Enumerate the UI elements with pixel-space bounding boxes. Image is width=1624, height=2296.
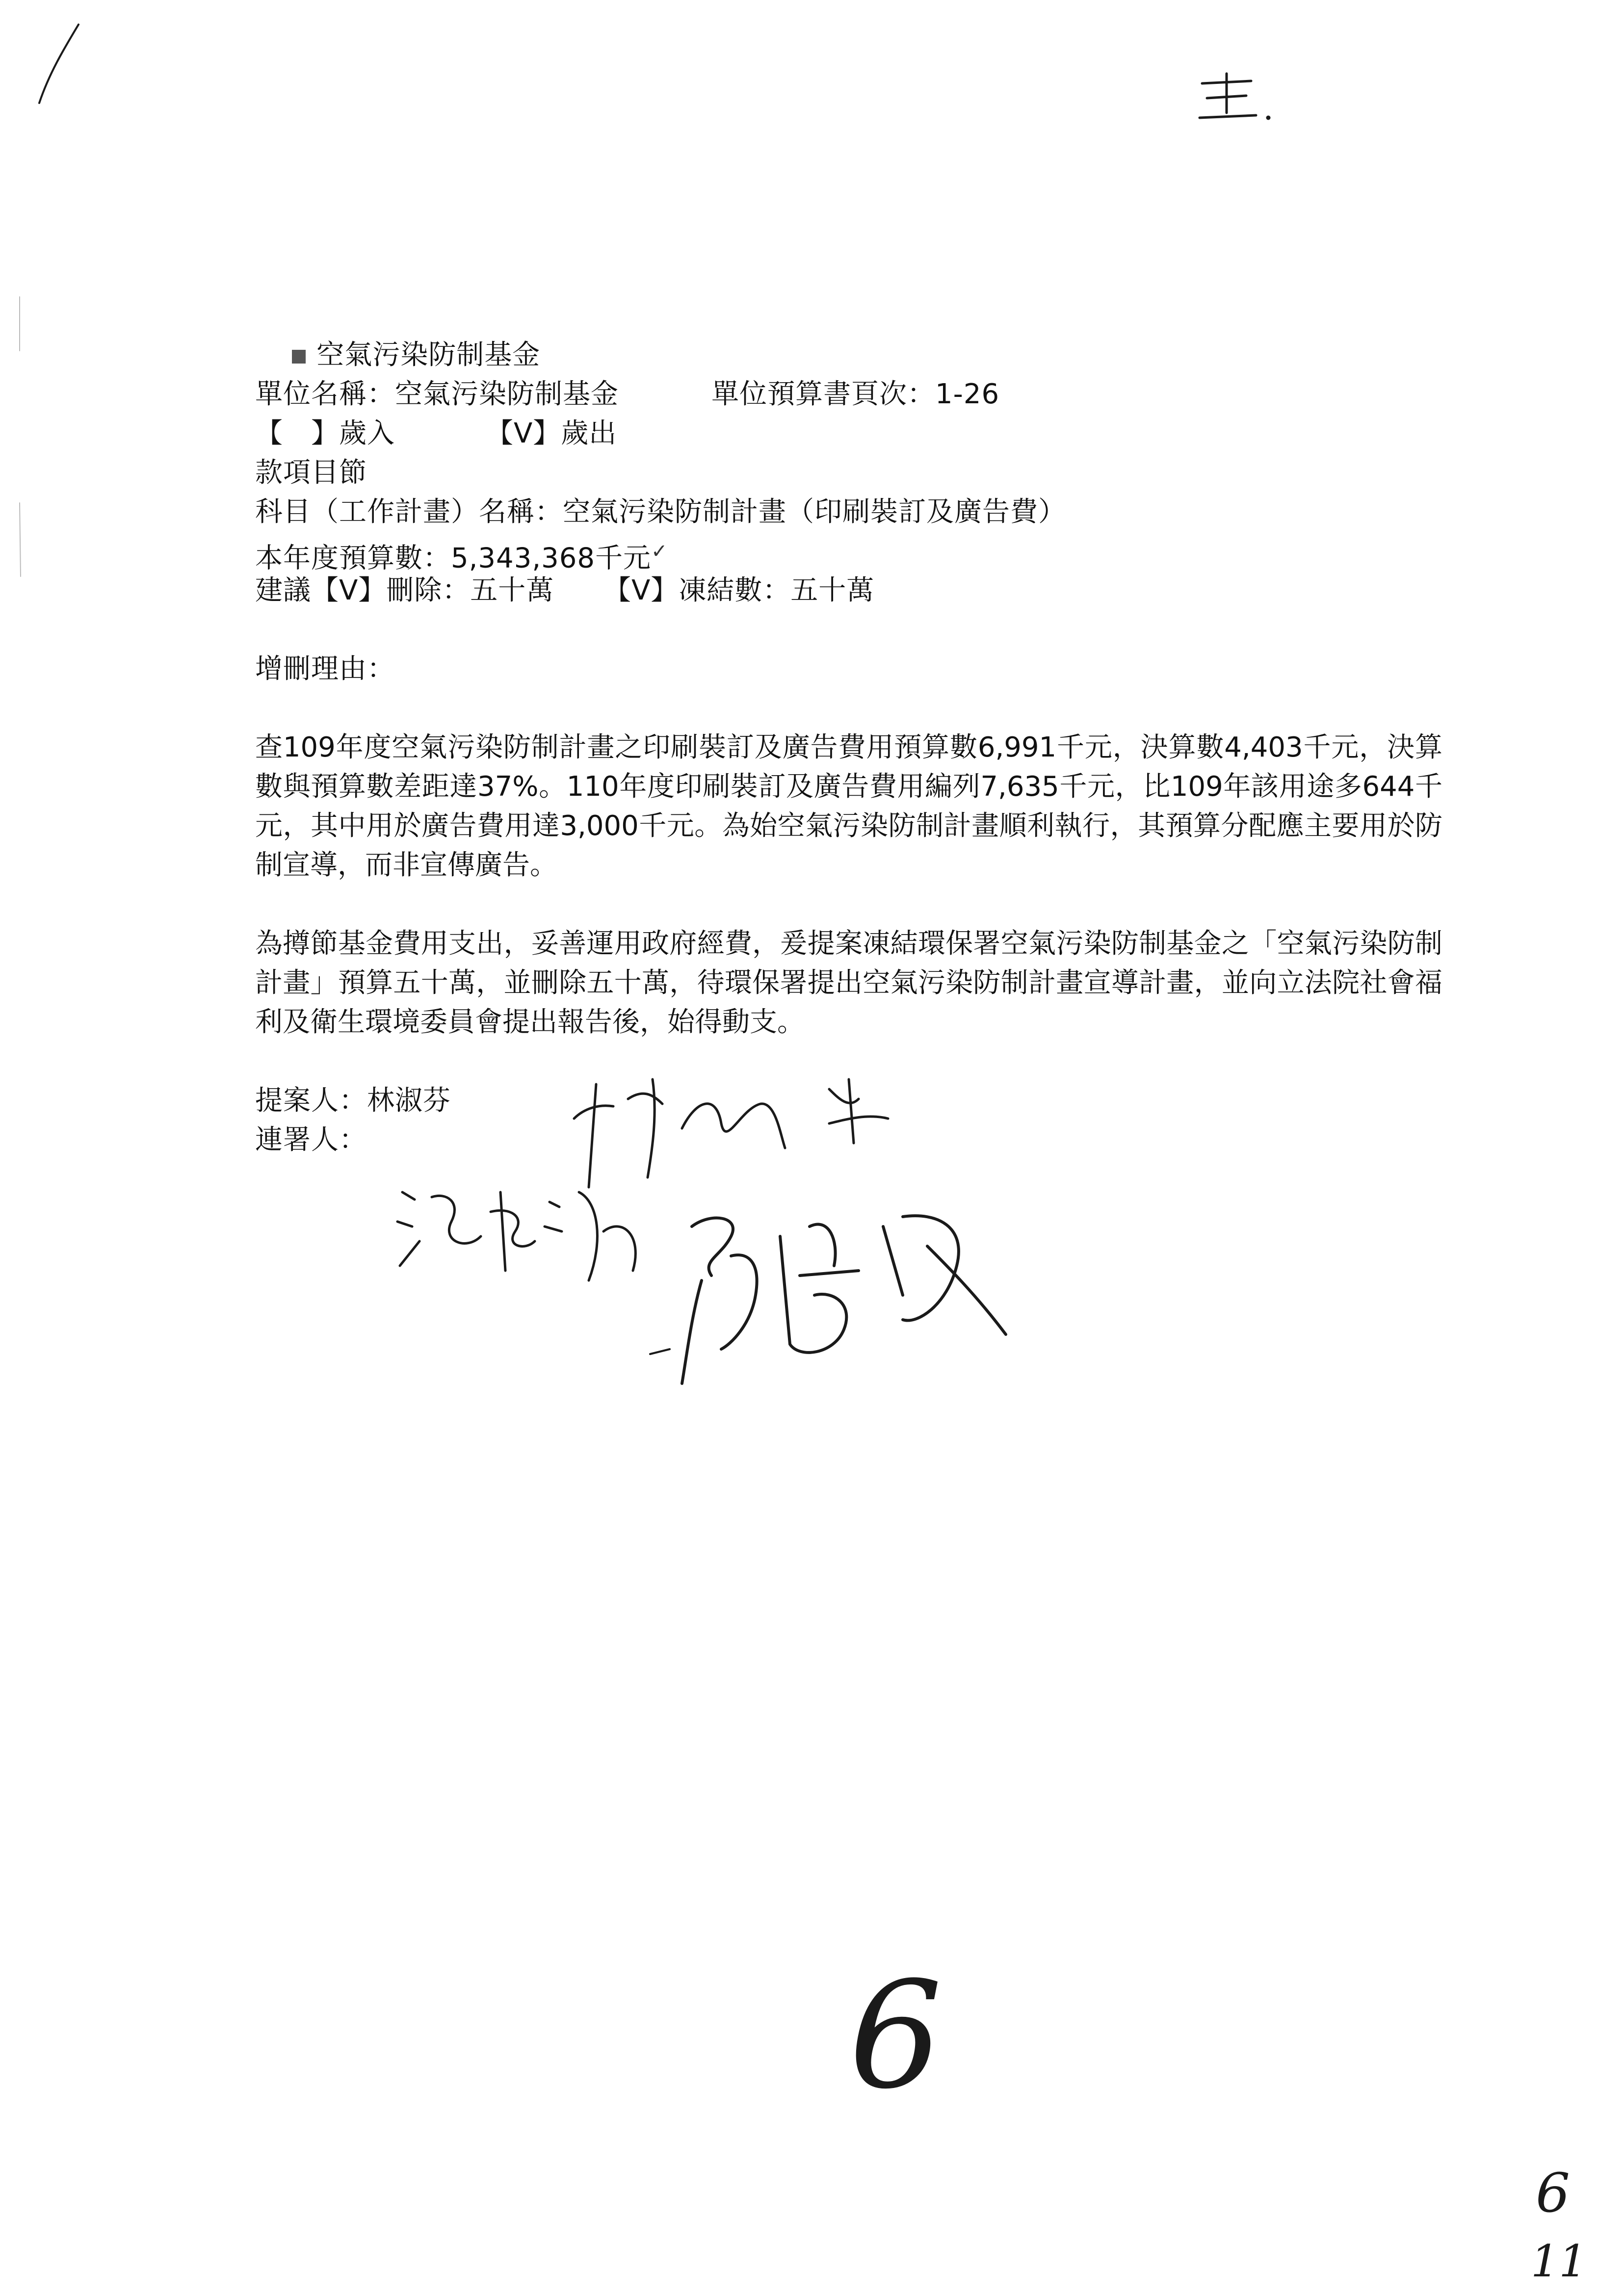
- signature-left: [393, 1173, 667, 1310]
- unit-page-line: 單位預算書頁次：1-26: [711, 378, 1000, 410]
- expense-checkbox-label: 【V】歲出: [486, 417, 617, 449]
- subject-line: 科目（工作計畫）名稱：空氣污染防制計畫（印刷裝訂及廣告費）: [255, 496, 1066, 528]
- revenue-checkbox-label: 【 】歲入: [255, 417, 395, 449]
- proposer-line: 提案人：林淑芬: [255, 1085, 451, 1117]
- cosigner-line: 連署人：: [255, 1124, 367, 1156]
- signature-dash: [648, 1344, 677, 1359]
- handwritten-page-number-small: 6: [1536, 2162, 1570, 2224]
- suggest-freeze-line: 【V】凍結數：五十萬: [603, 574, 875, 606]
- unit-name-line: 單位名稱：空氣污染防制基金: [255, 378, 619, 410]
- reason-paragraph-1: 查109年度空氣污染防制計畫之印刷裝訂及廣告費用預算數6,991千元，決算數4,403千元，決算數與預算數差距達37%。110年度印刷裝訂及廣告費用編列7,635千元，比109年該用途多644千元，其中用於廣告費用達3,000千元。為始空氣污染防制計畫順利執行，其預算分配應主要用於防制宣導，而非宣傳廣告。: [255, 731, 1442, 881]
- margin-mark-2: [15, 500, 25, 579]
- kuan-line: 款項目節: [255, 457, 367, 489]
- reason-paragraph-2: 為撙節基金費用支出，妥善運用政府經費，爰提案凍結環保署空氣污染防制基金之「空氣污染防制計畫」預算五十萬，並刪除五十萬，待環保署提出空氣污染防制計畫宣導計畫，並向立法院社會福利及衛生環境委員會提出報告後，始得動支。: [255, 928, 1442, 1038]
- handwritten-page-number-large: 6: [849, 1950, 943, 2121]
- budget-line: 本年度預算數：5,343,368千元✓: [255, 540, 668, 574]
- margin-mark-1: [15, 294, 25, 353]
- square-bullet-icon: [292, 350, 306, 364]
- suggest-delete-line: 建議【V】刪除：五十萬: [255, 574, 554, 606]
- top-left-stroke: [29, 20, 88, 108]
- doc-title: 空氣污染防制基金: [255, 296, 540, 414]
- signature-right: [672, 1197, 1016, 1403]
- reason-title: 增刪理由：: [255, 653, 395, 685]
- top-right-handwritten-mark: [1192, 69, 1281, 132]
- check-mark-icon: ✓: [651, 540, 668, 563]
- handwritten-page-number-bottom: 11: [1531, 2236, 1587, 2287]
